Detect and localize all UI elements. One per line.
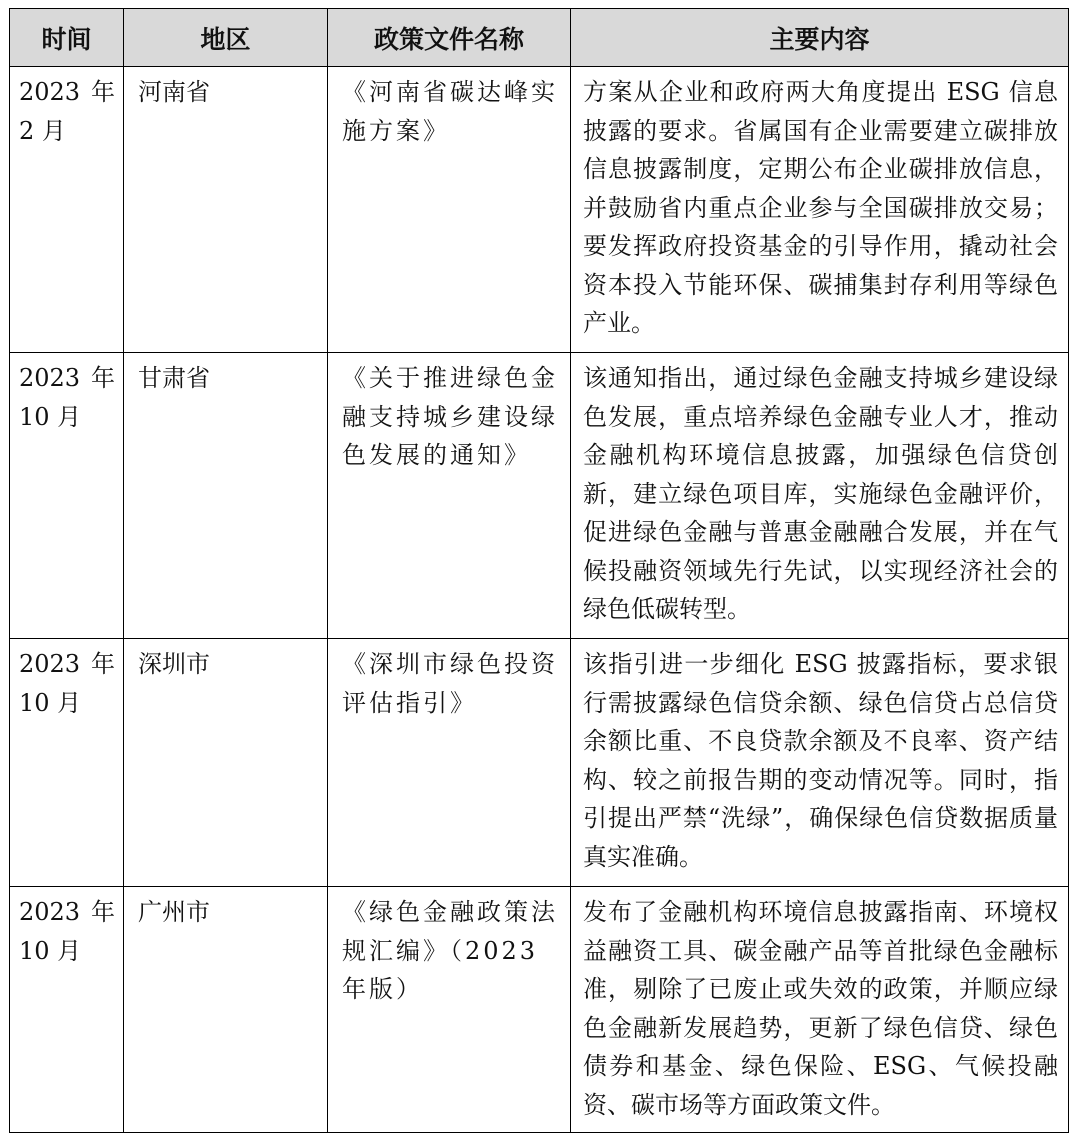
cell-content: 发布了金融机构环境信息披露指南、环境权益融资工具、碳金融产品等首批绿色金融标准，剔除了已废止或失效的政策，并顺应绿色金融新发展趋势，更新了绿色信贷、绿色债券和基金、绿色保险、ESG、气候投融资、碳市场等方面政策文件。 <box>571 887 1069 1133</box>
cell-document: 《绿色金融政策法规汇编》（2023 年版） <box>328 887 571 1133</box>
cell-region: 河南省 <box>124 67 328 353</box>
cell-time: 2023 年 2 月 <box>10 67 124 353</box>
cell-time: 2023 年 10 月 <box>10 639 124 887</box>
header-row <box>10 9 1069 67</box>
cell-document: 《关于推进绿色金融支持城乡建设绿色发展的通知》 <box>328 353 571 639</box>
table-row <box>10 67 1069 353</box>
header-document: 政策文件名称 <box>328 9 571 67</box>
table-row <box>10 353 1069 639</box>
cell-region: 甘肃省 <box>124 353 328 639</box>
cell-region: 深圳市 <box>124 639 328 887</box>
cell-time: 2023 年 10 月 <box>10 353 124 639</box>
cell-document: 《深圳市绿色投资评估指引》 <box>328 639 571 887</box>
policy-table <box>9 8 1069 1133</box>
cell-region: 广州市 <box>124 887 328 1133</box>
cell-content: 该通知指出，通过绿色金融支持城乡建设绿色发展，重点培养绿色金融专业人才，推动金融机构环境信息披露，加强绿色信贷创新，建立绿色项目库，实施绿色金融评价，促进绿色金融与普惠金融融合发展，并在气候投融资领域先行先试，以实现经济社会的绿色低碳转型。 <box>571 353 1069 639</box>
cell-time: 2023 年 10 月 <box>10 887 124 1133</box>
cell-content: 方案从企业和政府两大角度提出 ESG 信息披露的要求。省属国有企业需要建立碳排放信息披露制度，定期公布企业碳排放信息，并鼓励省内重点企业参与全国碳排放交易；要发挥政府投资基金的引导作用，撬动社会资本投入节能环保、碳捕集封存利用等绿色产业。 <box>571 67 1069 353</box>
table-row <box>10 639 1069 887</box>
header-content: 主要内容 <box>571 9 1069 67</box>
cell-content: 该指引进一步细化 ESG 披露指标，要求银行需披露绿色信贷余额、绿色信贷占总信贷余额比重、不良贷款余额及不良率、资产结构、较之前报告期的变动情况等。同时，指引提出严禁“洗绿”，确保绿色信贷数据质量真实准确。 <box>571 639 1069 887</box>
cell-document: 《河南省碳达峰实施方案》 <box>328 67 571 353</box>
header-time: 时间 <box>10 9 124 67</box>
table-row <box>10 887 1069 1133</box>
header-region: 地区 <box>124 9 328 67</box>
